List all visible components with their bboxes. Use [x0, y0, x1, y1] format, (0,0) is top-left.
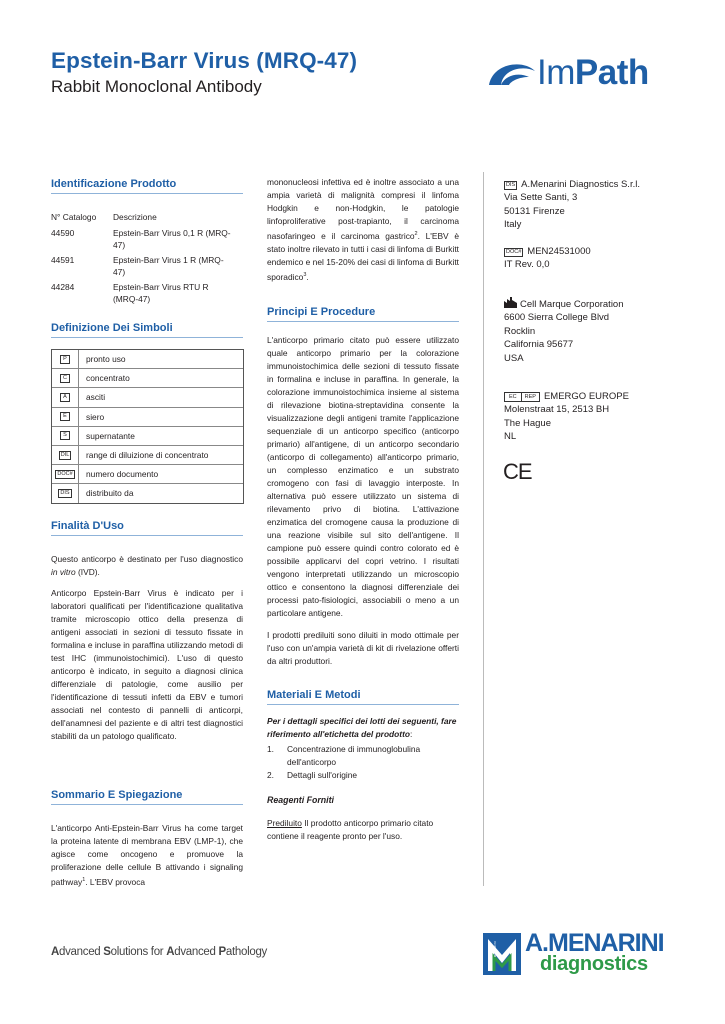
- text-run: dvanced: [59, 946, 104, 958]
- symbol-glyph: C: [60, 374, 70, 383]
- text-run: . L'EBV è stato inoltre rilevato in tutti i casi di linfoma di Burkitt endemico e nel 15-20% dei casi di linfoma di Burkitt sporadico: [267, 230, 459, 282]
- menarini-logo: [483, 929, 683, 979]
- logo-text-bold: Path: [574, 53, 649, 92]
- text-run: S: [103, 946, 111, 958]
- supernatant-icon: [52, 427, 79, 445]
- address-line: Rocklin: [504, 325, 536, 337]
- text-run-italic: in vitro: [51, 567, 76, 577]
- address-line: Italy: [504, 219, 522, 231]
- reagenti-heading: Reagenti Forniti: [267, 794, 334, 805]
- catalog-table: [51, 211, 243, 306]
- manufacturer-address: [504, 297, 694, 365]
- impath-swoosh-icon: [487, 55, 537, 95]
- address-line: The Hague: [504, 417, 552, 429]
- address-text: A.Menarini Diagnostics S.r.l.: [521, 179, 640, 190]
- continued-paragraph: [267, 176, 459, 284]
- section-sommario: [51, 789, 243, 889]
- doc-number-line: [504, 245, 694, 258]
- principi-heading: Principi E Procedure: [267, 306, 459, 322]
- symbol-glyph: DIL: [60, 451, 70, 458]
- document-number-icon: [52, 465, 79, 483]
- sommario-heading: Sommario E Spiegazione: [51, 789, 243, 805]
- symbol-label: siero: [86, 411, 105, 422]
- finalita-heading: Finalità D'Uso: [51, 520, 243, 536]
- materiali-heading: Materiali E Metodi: [267, 689, 459, 705]
- text-run: . L'EBV provoca: [85, 876, 146, 887]
- principi-paragraph-2: I prodotti prediluiti sono diluiti in modo ottimale per l'uso con un'ampia varietà di kit di rivelazione offerti da altri produttori.: [267, 629, 459, 666]
- symbol-label: asciti: [86, 392, 106, 403]
- ec-rep-address: [504, 390, 694, 444]
- table-row: [51, 254, 243, 279]
- text-run: A: [166, 946, 175, 958]
- document-number-icon: DOC#: [506, 249, 522, 255]
- list-item: [267, 769, 459, 782]
- symbol-glyph: P: [60, 355, 70, 364]
- table-row: [52, 388, 243, 407]
- identificazione-heading: Identificazione Prodotto: [51, 178, 243, 194]
- section-simboli: [51, 322, 243, 504]
- symbol-glyph: DIS: [60, 489, 70, 496]
- concentrate-icon: [52, 369, 79, 387]
- symbol-label: distribuito da: [86, 488, 134, 499]
- symbol-label: numero documento: [86, 469, 159, 480]
- finalita-paragraph-1: [51, 553, 243, 579]
- list-text: Concentrazione di immunoglobulina dell'anticorpo: [287, 743, 421, 767]
- ec-label: EC: [505, 393, 522, 401]
- col-catalog-header: N° Catalogo: [51, 212, 97, 222]
- address-line: NL: [504, 431, 517, 443]
- address-line: 50131 Firenze: [504, 205, 565, 217]
- address-text: EMERGO EUROPE: [543, 391, 629, 402]
- footer-tagline: [51, 946, 267, 958]
- symbol-label: pronto uso: [86, 354, 126, 365]
- text-run: olutions for: [110, 946, 167, 958]
- symbol-label: concentrato: [86, 373, 130, 384]
- menarini-m-icon: [483, 933, 521, 975]
- table-row: [52, 484, 243, 502]
- document-info: [504, 245, 694, 272]
- simboli-heading: Definizione Dei Simboli: [51, 322, 243, 338]
- address-line: [504, 390, 694, 403]
- text-run: mononucleosi infettiva ed è inoltre associato a una ampia varietà di malignità compresi il linfoma Hodgkin e non-Hodgkin, le patologie linfoproliferative post-trapianto, il carcinoma nasofaringeo e il carcinoma gastrico: [267, 177, 459, 241]
- serum-icon: [52, 408, 79, 426]
- distributor-address: [504, 178, 694, 232]
- catalog-description: Epstein-Barr Virus 1 R (MRQ-47): [113, 254, 224, 277]
- catalog-table-header: [51, 211, 243, 224]
- symbols-table: [51, 349, 244, 504]
- section-identificazione: [51, 178, 243, 308]
- address-text: Cell Marque Corporation: [520, 299, 624, 310]
- symbol-glyph: A: [60, 393, 70, 402]
- document-title: Epstein-Barr Virus (MRQ-47): [51, 48, 358, 73]
- symbol-label: supernatante: [86, 430, 135, 441]
- table-row: [52, 446, 243, 465]
- ec-rep-icon: [504, 392, 540, 402]
- distributed-by-icon: [52, 484, 79, 502]
- address-line: 6600 Sierra College Blvd: [504, 312, 610, 324]
- symbol-label: range di diluizione di concentrato: [86, 450, 209, 461]
- col-description-header: Descrizione: [113, 212, 157, 222]
- materiali-intro: [267, 715, 459, 741]
- table-row: [52, 408, 243, 427]
- table-row: [52, 350, 243, 369]
- text-run: L'anticorpo Anti-Epstein-Barr Virus ha come target la proteina latente di membrana EBV (LMP-1), che agisce come oncogeno e promuove la proliferazione delle cellule B attivando i signaling pathway: [51, 823, 243, 887]
- document-subtitle: Rabbit Monoclonal Antibody: [51, 77, 262, 96]
- catalog-description: Epstein-Barr Virus RTU R (MRQ-47): [113, 281, 209, 304]
- text-run-underline: Prediluito: [267, 817, 302, 828]
- table-row: [52, 369, 243, 388]
- symbol-glyph: DOC#: [57, 470, 73, 477]
- text-run: dvanced: [174, 946, 219, 958]
- footnote-ref: 1: [82, 877, 86, 883]
- symbol-glyph: E: [60, 412, 70, 421]
- ce-mark-icon: CE: [503, 459, 532, 484]
- catalog-number: 44591: [51, 254, 75, 265]
- ascites-icon: [52, 388, 79, 406]
- address-line: Via Sette Santi, 3: [504, 192, 578, 204]
- text-run: :: [409, 728, 413, 739]
- reagenti-paragraph: [267, 817, 459, 843]
- text-run: athology: [225, 946, 267, 958]
- menarini-vertical-text: MENARINI: [493, 941, 497, 958]
- materiali-list: [267, 743, 459, 782]
- doc-revision: IT Rev. 0,0: [504, 259, 550, 271]
- footnote-ref: 2: [414, 231, 418, 237]
- list-number: 1.: [267, 743, 274, 754]
- table-row: [51, 227, 243, 252]
- list-text: Dettagli sull'origine: [287, 769, 358, 780]
- menarini-name: A.MENARINI: [525, 929, 664, 957]
- column-2: [267, 176, 459, 843]
- text-run: .: [306, 271, 309, 282]
- address-line: California 95677: [504, 339, 574, 351]
- sommario-paragraph: [51, 822, 243, 889]
- menarini-sub: diagnostics: [540, 953, 648, 975]
- table-row: [52, 427, 243, 446]
- address-line: [504, 297, 694, 311]
- impath-logo: [487, 55, 677, 95]
- manufacturer-icon: [504, 297, 517, 308]
- dilution-icon: [52, 446, 79, 464]
- text-run: P: [218, 946, 226, 958]
- rep-label: REP: [524, 394, 536, 400]
- doc-number: MEN24531000: [527, 246, 591, 257]
- symbol-glyph: S: [60, 431, 70, 440]
- table-row: [51, 281, 243, 306]
- ready-to-use-icon: [52, 350, 79, 368]
- list-item: [267, 743, 459, 769]
- section-finalita: [51, 520, 243, 743]
- text-run: (IVD).: [75, 567, 100, 577]
- address-line: [504, 178, 694, 191]
- text-run: Per i dettagli specifici dei lotti dei seguenti, fare riferimento all'etichetta del prodotto: [267, 715, 457, 739]
- finalita-paragraph-2: Anticorpo Epstein-Barr Virus è indicato per i laboratori qualificati per l'identificazione qualitativa tramite microscopio ottico della presenza di antigeni associati in sezioni di tessuto fissate in formalina e incluse in paraffina utilizzando metodi di test IHC (immunoistochimici). L'uso di questo anticorpo è indicato, in seguito a diagnosi clinica differenziale di patologie, come ausilio per l'identificazione di tessuti infetti da EBV e tumori associati nel contesto di pannelli di anticorpi, dell'anamnesi del paziente e di altri test diagnostici stabiliti da un patologo qualificato.: [51, 588, 243, 741]
- address-line: Molenstraat 15, 2513 BH: [504, 404, 610, 416]
- catalog-number: 44284: [51, 281, 75, 292]
- text-run: Il prodotto anticorpo primario citato contiene il reagente pronto per l'uso.: [267, 817, 434, 841]
- footnote-ref: 3: [303, 271, 307, 278]
- text-run: Questo anticorpo è destinato per l'uso diagnostico: [51, 554, 243, 564]
- table-row: [52, 465, 243, 484]
- text-run: A: [51, 946, 60, 958]
- principi-paragraph-1: L'anticorpo primario citato può essere utilizzato quale anticorpo primario per la colorazione immunoistochimica delle sezioni di tessuto fissate in formalina e incluse in paraffina. In generale, la colorazione immunoistochimica insieme al sistema di rilevazione biotina-streptavidina consente la visualizzazione degli antigeni tramite l'applicazione sequenziale di un anticorpo specifico (anticorpo primario) all'antigene, di un anticorpo secondario (anticorpo di collegamento) all'anticorpo primario, un complesso enzimatico e un substrato cromogeno con fasi di lavaggio interposte. In alternativa può essere utilizzato un sistema di rilevamento privo di biotina. L'attivazione enzimatica del cromogene causa la produzione di una reazione visibile sul sito dell'antigene. Il campione può essere quindi contro colorato ed è possibile applicarvi del copri vetrino. I risultati vengono interpretati utilizzando un microscopio ottico e consentono la diagnosi differenziale dei processi pato-fisiologici, associabili o meno a un particolare antigene.: [267, 334, 459, 618]
- column-divider: [483, 172, 484, 886]
- catalog-number: 44590: [51, 227, 75, 238]
- list-number: 2.: [267, 769, 274, 780]
- impath-logo-text: [537, 53, 649, 93]
- address-line: USA: [504, 352, 524, 364]
- catalog-description: Epstein-Barr Virus 0,1 R (MRQ-47): [113, 227, 231, 250]
- logo-text-light: Im: [537, 53, 575, 92]
- distributed-by-icon: DIS: [506, 182, 516, 188]
